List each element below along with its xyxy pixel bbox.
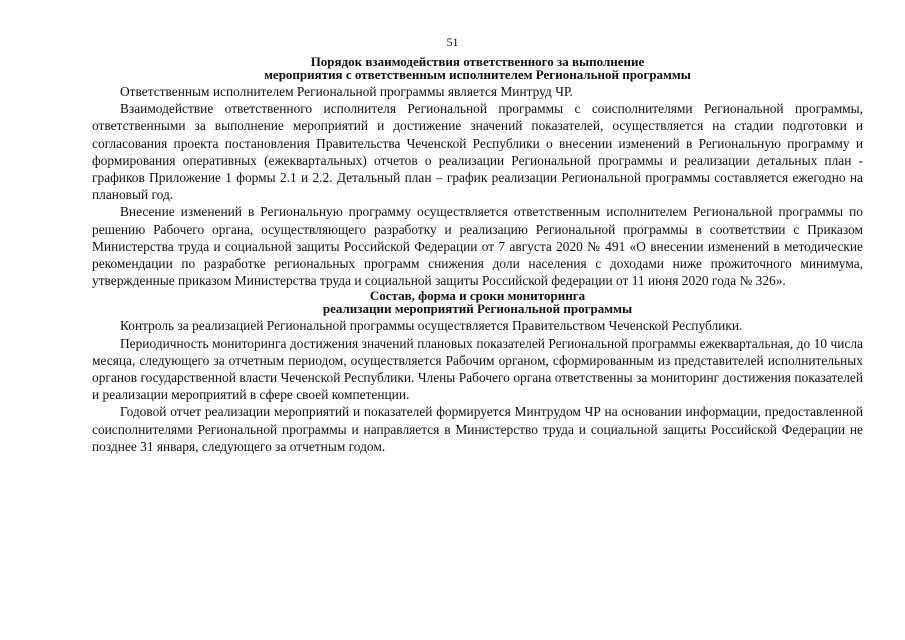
heading-line: мероприятия с ответственным исполнителем Региональной программы — [264, 67, 691, 82]
paragraph: Взаимодействие ответственного исполнителя Региональной программы с соисполнителями Региональной программы, ответственными за выполнение мероприятий и достижение значений показателей, осуществляется на стадии подготовки и согласования проекта постановления Правительства Чеченской Республики о внесении изменений в Региональную программу и формирования оперативных (ежеквартальных) отчетов о реализации Региональной программы и реализации детальных план - графиков Приложение 1 формы 2.1 и 2.2. Детальный план – график реализации Региональной программы составляется ежегодно на плановый год. — [92, 101, 863, 203]
paragraph: Ответственным исполнителем Региональной программы является Минтруд ЧР. — [120, 84, 574, 99]
page-number: 51 — [446, 35, 459, 49]
paragraph: Годовой отчет реализации мероприятий и показателей формируется Минтрудом ЧР на основании информации, предоставленной соисполнителями Региональной программы и направляется в Министерство труда и социальной защиты Российской Федерации не позднее 31 января, следующего за отчетным годом. — [92, 404, 863, 454]
document-body — [92, 55, 863, 455]
paragraph: Контроль за реализацией Региональной программы осуществляется Правительством Чеченской Республики. — [120, 318, 743, 334]
paragraph: Периодичность мониторинга достижения значений плановых показателей Региональной программы ежеквартальная, до 10 числа месяца, следующего за отчетным периодом, осуществляется Рабочим органом, сформированным из представителей исполнительных органов государственной власти Чеченской Республики. Члены Рабочего органа ответственны за мониторинг достижения показателей и реализации мероприятий в сфере своей компетенции. — [92, 335, 863, 403]
heading-line: Состав, форма и сроки мониторинга — [369, 288, 586, 304]
heading-line: реализации мероприятий Региональной программы — [322, 301, 633, 317]
heading-line: Порядок взаимодействия ответственного за выполнение — [310, 54, 645, 69]
paragraph: Внесение изменений в Региональную программу осуществляется ответственным исполнителем Региональной программы по решению Рабочего органа, осуществляющего разработку и реализацию Региональной программы в соответствии с Приказом Министерства труда и социальной защиты Российской Федерации от 7 августа 2020 № 491 «О внесении изменений в методические рекомендации по разработке региональных программ снижения доли населения с доходами ниже прожиточного минимума, утвержденные приказом Министерства труда и социальной защиты Российской федерации от 11 июня 2020 года № 326». — [92, 204, 863, 289]
section-heading-monitoring — [92, 289, 863, 315]
section-heading-interaction — [92, 55, 863, 81]
